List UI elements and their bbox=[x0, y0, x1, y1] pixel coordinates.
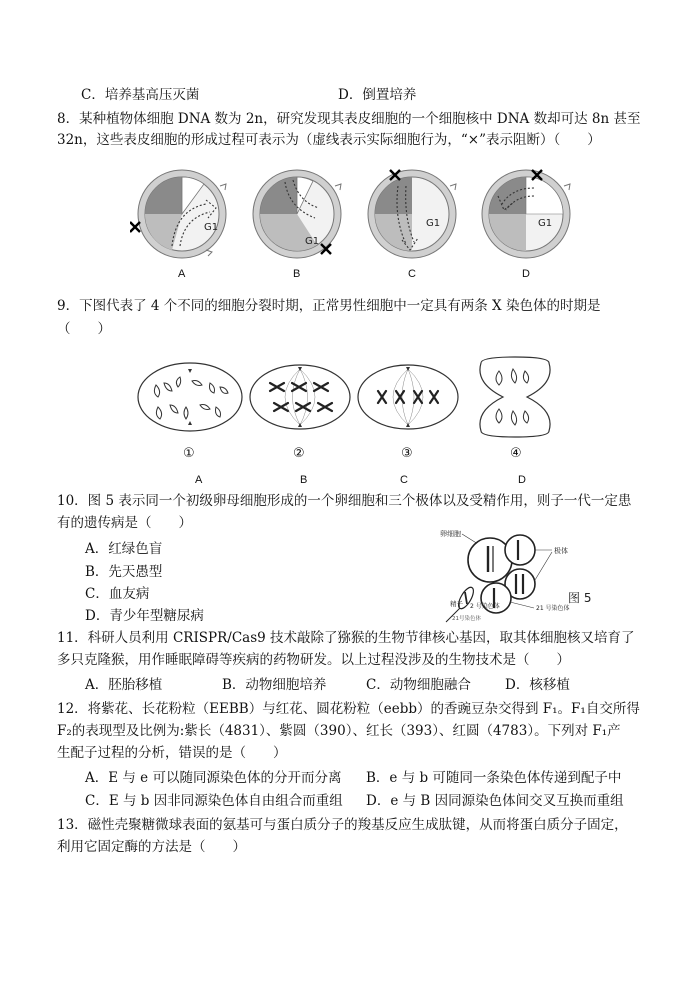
q9-label-d: D bbox=[518, 474, 526, 486]
q9-label-c: C bbox=[400, 474, 408, 486]
label-polar: 极体 bbox=[554, 547, 568, 555]
q8-label-b: B bbox=[293, 268, 301, 280]
q10-option-d: D．青少年型糖尿病 bbox=[85, 608, 204, 624]
cycle-diagram-c bbox=[368, 170, 456, 258]
q8-cell-cycle-diagrams bbox=[130, 158, 600, 286]
q8-text-line1: 8．某种植物体细胞 DNA 数为 2n，研究发现其表皮细胞的一个细胞核中 DNA 数却可达 8n 甚至 bbox=[57, 111, 641, 127]
q10-text-line2: 有的遗传病是（ ） bbox=[57, 515, 192, 531]
g1-label-d: G1 bbox=[538, 218, 553, 229]
q11-option-c: C．动物细胞融合 bbox=[366, 677, 471, 693]
q12-option-b: B．e 与 b 可随同一条染色体传递到配子中 bbox=[366, 770, 622, 786]
q12-text-line3: 生配子过程的分析，错误的是（ ） bbox=[57, 745, 287, 761]
q11-text-line2: 多只克隆猴，用作睡眠障碍等疾病的药物研发。以上过程没涉及的生物技术是（ ） bbox=[57, 652, 570, 668]
q7-option-c: C．培养基高压灭菌 bbox=[81, 87, 200, 103]
q12-option-a: A．E 与 e 可以随同源染色体的分开而分离 bbox=[85, 770, 342, 786]
q12-option-c: C．E 与 b 因非同源染色体自由组合而重组 bbox=[85, 793, 343, 809]
q8-label-c: C bbox=[408, 268, 416, 280]
label-sperm: 精子 bbox=[450, 600, 463, 608]
q12-text-line2: F₂的表现型及比例为:紫长（4831）、紫圆（390）、红长（393）、红圆（4783）。下列对 F₁产 bbox=[57, 723, 621, 739]
q8-label-d: D bbox=[522, 268, 530, 280]
q13-text-line1: 13．磁性壳聚糖微球表面的氨基可与蛋白质分子的羧基反应生成肽键，从而将蛋白质分子固定， bbox=[57, 817, 628, 833]
q8-text-line2: 32n，这些表皮细胞的形成过程可表示为（虚线表示实际细胞行为，“×”表示阻断）（ ） bbox=[57, 132, 601, 148]
q9-num-4: ④ bbox=[510, 446, 522, 461]
q12-text-line1: 12．将紫花、长花粉粒（EEBB）与红花、圆花粉粒（eebb）的香豌豆杂交得到 F₁。F₁自交所得 bbox=[57, 701, 640, 717]
label-chr21-b: 21号染色体 bbox=[452, 616, 481, 622]
q11-text-line1: 11．科研人员利用 CRISPR/Cas9 技术敲除了猕猴的生物节律核心基因，取其体细胞核又培育了 bbox=[57, 630, 635, 646]
q9-num-3: ③ bbox=[401, 446, 413, 461]
q9-label-b: B bbox=[300, 474, 308, 486]
q7-option-d: D．倒置培养 bbox=[338, 87, 417, 103]
q13-text-line2: 利用它固定酶的方法是（ ） bbox=[57, 839, 246, 855]
division-stage-4 bbox=[480, 357, 550, 437]
q9-text-line2: （ ） bbox=[57, 321, 111, 337]
division-stage-3 bbox=[358, 365, 458, 429]
g1-label-a: G1 bbox=[204, 222, 219, 233]
division-stage-1 bbox=[138, 363, 242, 431]
q12-option-d: D．e 与 B 因同源染色体间交叉互换而重组 bbox=[366, 793, 624, 809]
q11-option-b: B．动物细胞培养 bbox=[222, 677, 327, 693]
label-chr2: 2 号染色体 bbox=[470, 603, 500, 610]
q10-option-c: C．血友病 bbox=[85, 586, 150, 602]
q11-option-d: D．核移植 bbox=[505, 677, 570, 693]
cycle-diagram-a bbox=[130, 170, 226, 258]
g1-label-b: G1 bbox=[305, 236, 320, 247]
q9-label-a: A bbox=[195, 474, 203, 486]
cycle-diagram-b bbox=[253, 170, 341, 258]
q10-text-line1: 10．图 5 表示同一个初级卵母细胞形成的一个卵细胞和三个极体以及受精作用，则子一代一定患 bbox=[57, 493, 632, 509]
g1-label-c: G1 bbox=[426, 218, 441, 229]
q9-num-2: ② bbox=[293, 446, 305, 461]
figure-caption: 图 5 bbox=[568, 591, 592, 605]
q9-text-line1: 9．下图代表了 4 个不同的细胞分裂时期，正常男性细胞中一定具有两条 X 染色体的时期是 bbox=[57, 298, 601, 314]
cycle-diagram-d bbox=[482, 170, 570, 258]
label-chr21-a: 21 号染色体 bbox=[536, 605, 570, 612]
q10-option-b: B．先天愚型 bbox=[85, 564, 163, 580]
q10-option-a: A．红绿色盲 bbox=[85, 541, 163, 557]
label-egg: 卵细胞 bbox=[440, 530, 461, 538]
q8-label-a: A bbox=[178, 268, 186, 280]
q9-num-1: ① bbox=[183, 446, 195, 461]
q11-option-a: A．胚胎移植 bbox=[85, 677, 163, 693]
q9-cell-division-diagrams bbox=[130, 355, 570, 445]
q10-figure-5 bbox=[436, 522, 606, 624]
division-stage-2 bbox=[250, 365, 350, 429]
